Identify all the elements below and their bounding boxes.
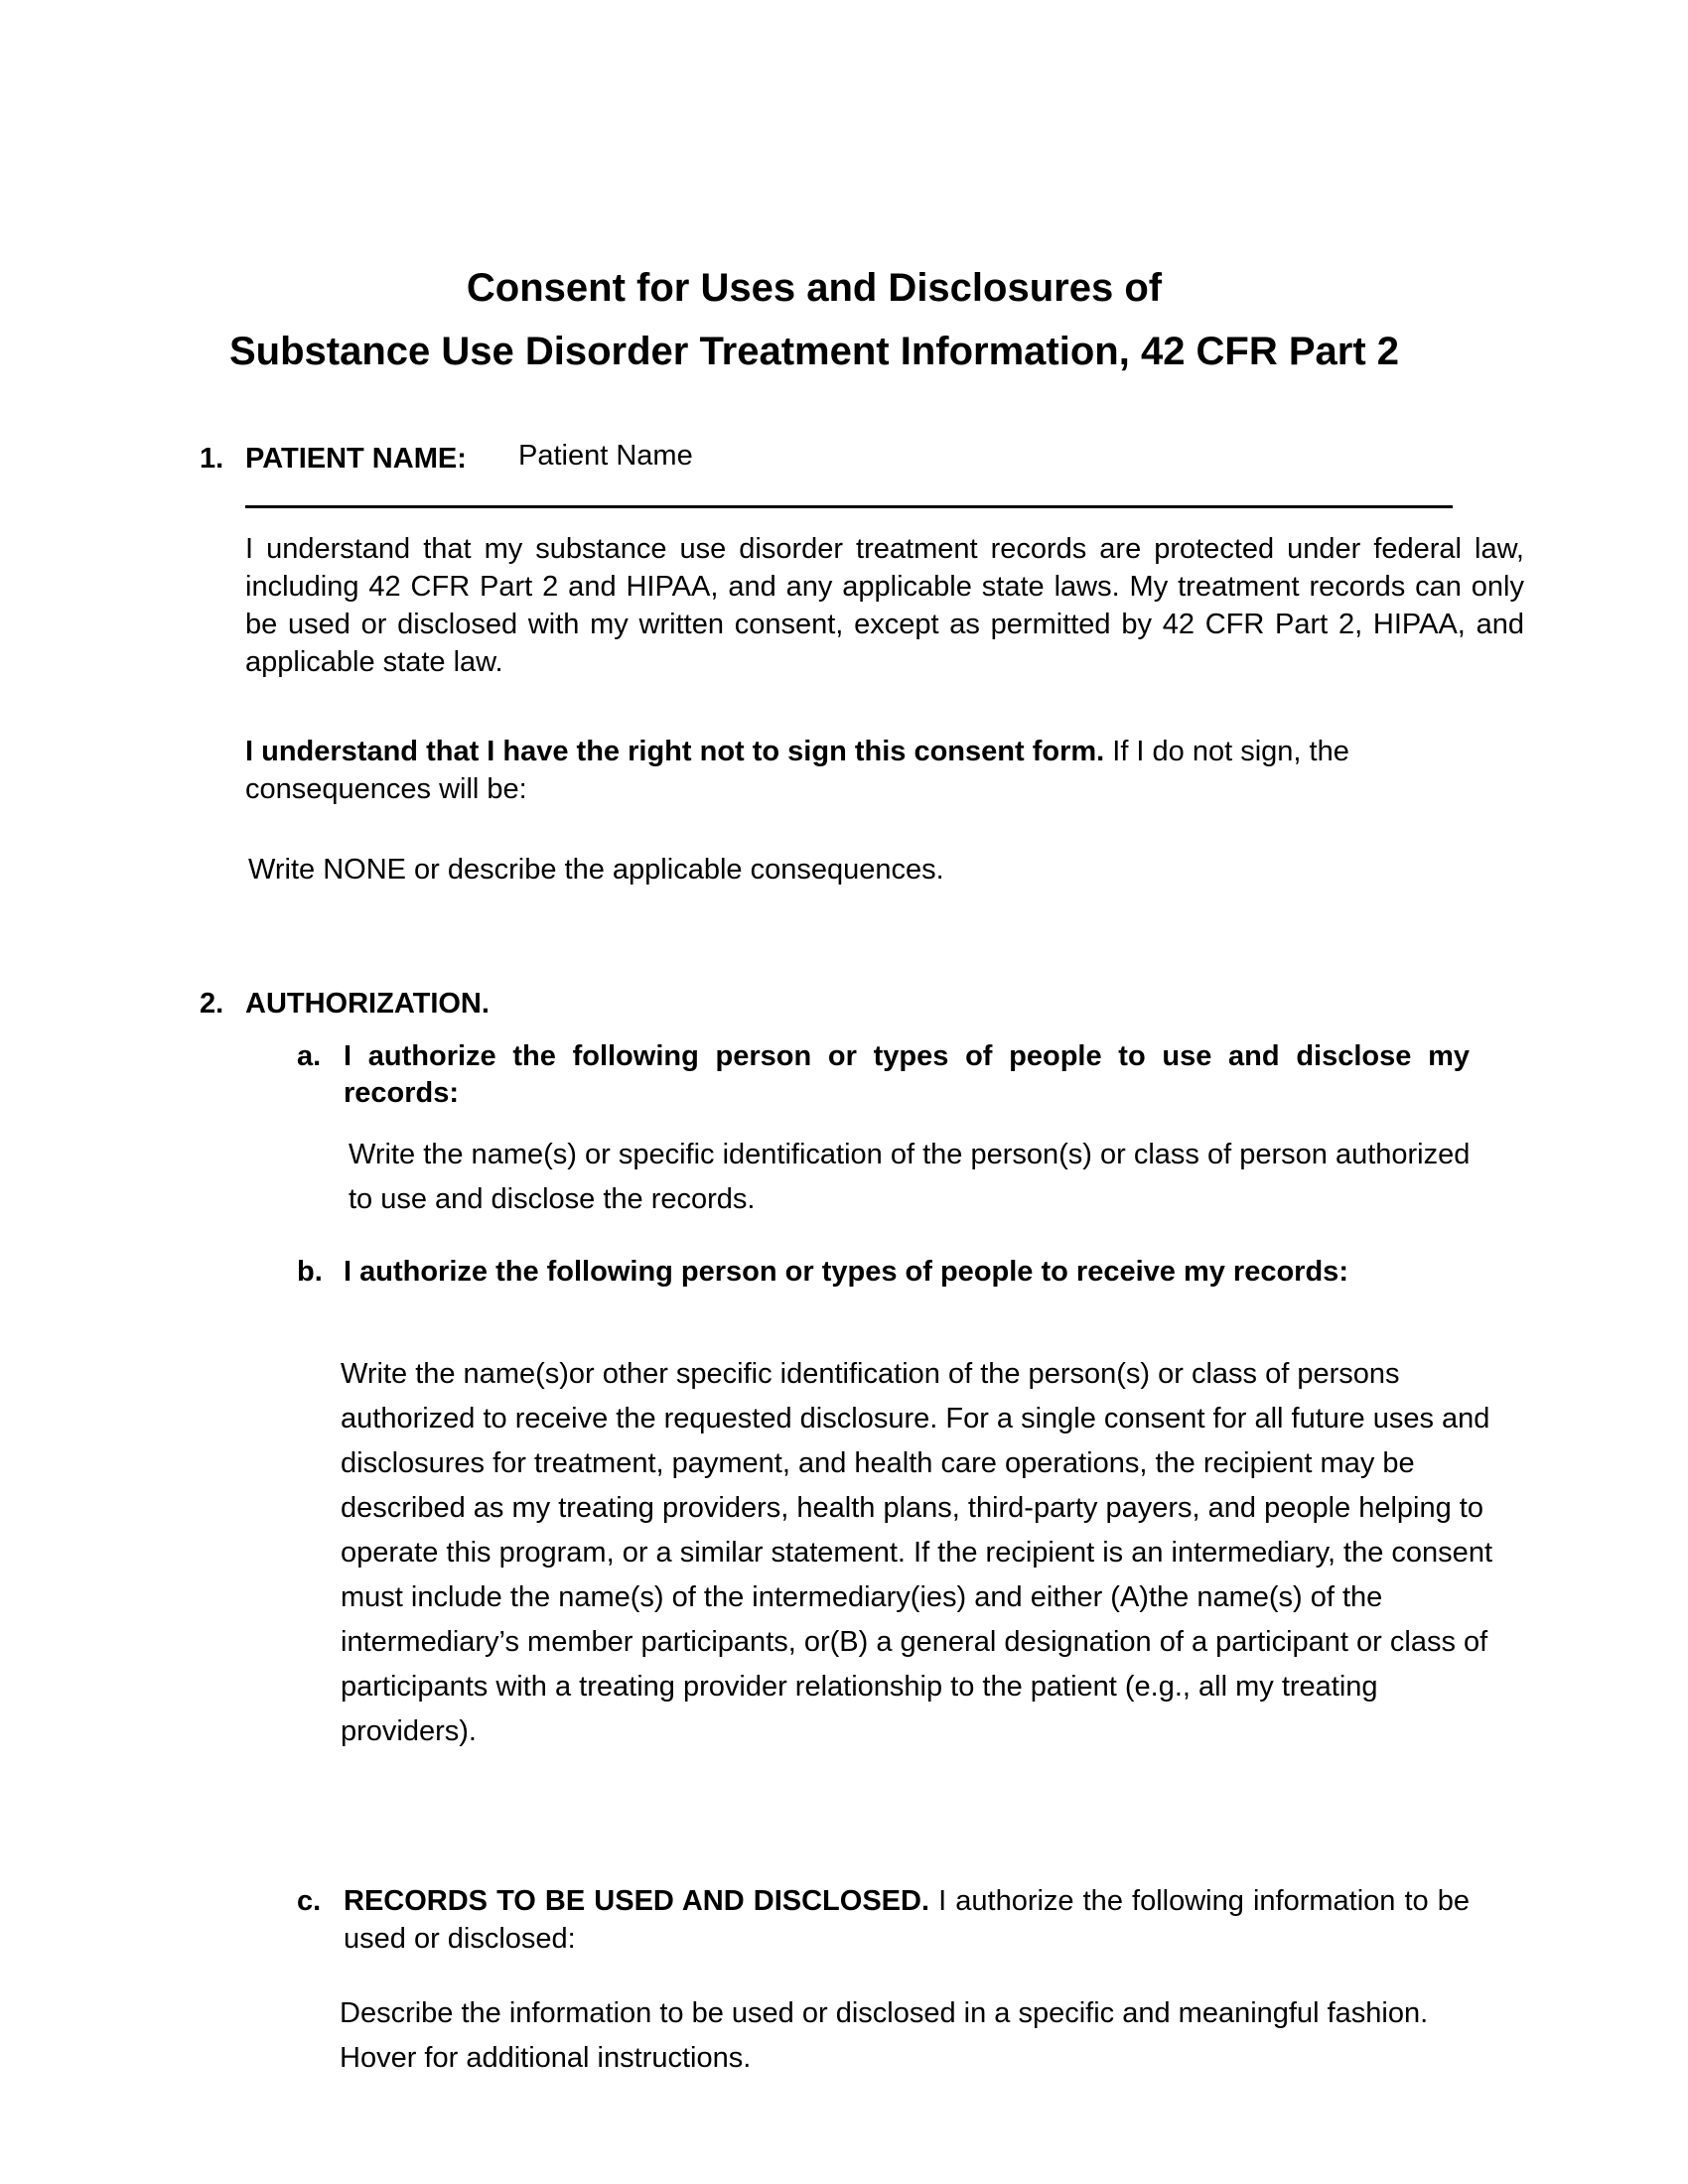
- item-b-letter: b.: [297, 1256, 323, 1288]
- right-not-to-sign-rest: If I do not sign, the consequences will be:: [245, 736, 1349, 805]
- item-b-recipients-field[interactable]: Write the name(s)or other specific identification of the person(s) or class of persons authorized to receive the requested disclosure. For a single consent for all future uses and disclosures for treatment, payment, and health care operations, the recipient may be described as my treating providers, health plans, third-party payers, and people helping to operate this program, or a similar statement. If the recipient is an intermediary, the consent must include the name(s) of the intermediary(ies) and either (A)the name(s) of the intermediary’s member participants, or(B) a general designation of a participant or class of participants with a treating provider relationship to the patient (e.g., all my treating providers).: [341, 1358, 1492, 1747]
- section-1-number: 1.: [200, 443, 224, 475]
- item-a-text: I authorize the following person or types of people to use and disclose my records:: [344, 1040, 1470, 1109]
- document-title-line-1: Consent for Uses and Disclosures of: [466, 266, 1163, 310]
- patient-name-underline: [245, 505, 1453, 508]
- item-a-authorized-persons-field[interactable]: Write the name(s) or specific identification of the person(s) or class of person authorized to use and disclose the records.: [349, 1139, 1471, 1215]
- privacy-paragraph: I understand that my substance use disorder treatment records are protected under federal law, including 42 CFR Part 2 and HIPAA, and any applicable state laws. My treatment records can only be used or disclosed with my written consent, except as permitted by 42 CFR Part 2, HIPAA, and applicable state law.: [245, 533, 1524, 678]
- patient-name-label: PATIENT NAME:: [245, 443, 467, 475]
- item-b-text: I authorize the following person or types of people to receive my records:: [344, 1256, 1348, 1288]
- right-not-to-sign-paragraph: [245, 733, 1524, 808]
- authorization-heading: AUTHORIZATION.: [245, 988, 490, 1020]
- section-2-number: 2.: [200, 988, 224, 1020]
- item-c-records-field[interactable]: Describe the information to be used or disclosed in a specific and meaningful fashion. Hover for additional instructions.: [340, 1997, 1429, 2074]
- consequences-field[interactable]: Write NONE or describe the applicable consequences.: [248, 854, 944, 886]
- item-c-text: I authorize the following information to be used or disclosed:: [344, 1885, 1471, 1955]
- document-title-line-2: Substance Use Disorder Treatment Information, 42 CFR Part 2: [228, 330, 1400, 373]
- records-to-be-used-label: RECORDS TO BE USED AND DISCLOSED.: [344, 1885, 930, 1917]
- item-a-letter: a.: [297, 1040, 322, 1072]
- item-c-paragraph: [344, 1882, 1470, 1958]
- right-not-to-sign-bold: I understand that I have the right not to sign this consent form.: [245, 736, 1105, 767]
- item-c-letter: c.: [297, 1885, 322, 1917]
- patient-name-field[interactable]: Patient Name: [518, 440, 693, 472]
